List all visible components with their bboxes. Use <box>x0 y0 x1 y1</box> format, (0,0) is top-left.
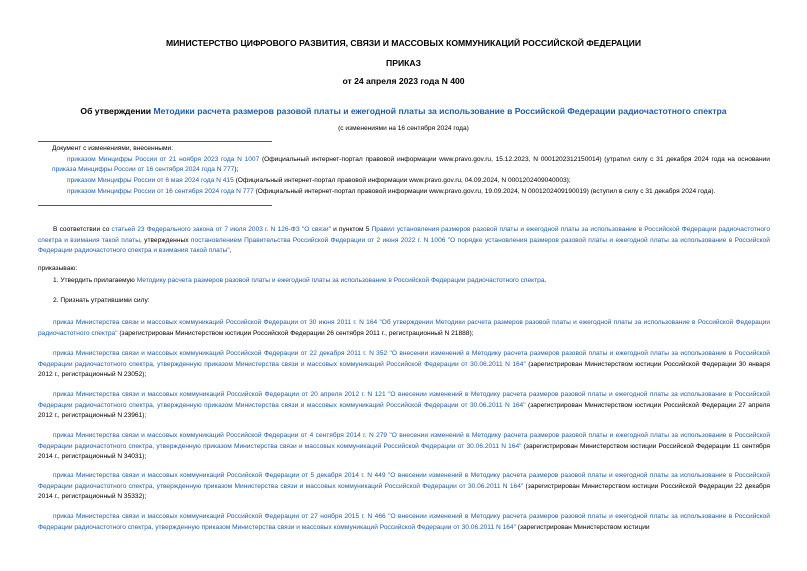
repealed-link[interactable]: приказ Министерства связи и массовых коммуникаций Российской Федерации от 30 июня 2011 г. N 164 "Об утверждении Методики расчета размеров разовой платы и ежегодной платы за использование в Российской Федерации радиочастотного спектра" <box>38 319 770 337</box>
amendment-item <box>52 187 770 198</box>
point-1-text: 1. Утвердить прилагаемую <box>53 277 137 284</box>
basis-paragraph <box>38 225 770 257</box>
repealed-item <box>38 390 770 422</box>
basis-text: , <box>229 247 232 255</box>
basis-text: В соответствии со <box>53 226 112 233</box>
repealed-text: (зарегистрирован Министерством юстиции Российской Федерации 22 декабря 2014 г., регистрационный N 35332); <box>38 482 770 501</box>
repealed-link[interactable]: приказ Министерства связи и массовых коммуникаций Российской Федерации от 4 сентября 2014 г. N 279 "О внесении изменений в Методику расчета размеров разовой платы и ежегодной платы за использование в Российской Федерации радиочастотного спектра, утвержденную приказом Министерства связи и массовых коммуникаций Российской Федерации от 30.06.2011 N 164" <box>38 432 770 450</box>
point-1-text: . <box>544 277 547 284</box>
repealed-item <box>38 349 770 381</box>
amendments-intro: Документ с изменениями, внесенными: <box>52 145 174 152</box>
basis-text: и пунктом 5 <box>330 226 372 233</box>
repealed-item <box>38 318 770 339</box>
repealed-item <box>38 431 770 463</box>
revision-note: (с изменениями на 16 сентября 2024 года) <box>338 125 469 132</box>
basis-link-law[interactable]: статьей 23 Федерального закона от 7 июля 2003 г. N 126-ФЗ "О связи" <box>111 226 331 233</box>
point-1-link[interactable]: Методику расчета размеров разовой платы и ежегодной платы за использование в Российской Федерации радиочастотного спектра <box>136 277 545 284</box>
repealed-text: (зарегистрирован Министерством юстиции Российской Федерации 27 апреля 2012 г., регистрационный N 23961); <box>38 401 770 420</box>
amendment-link[interactable]: приказом Минцифры России от 16 сентября 2024 года N 777 <box>67 187 254 195</box>
repealed-link[interactable]: приказ Министерства связи и массовых коммуникаций Российской Федерации от 22 декабря 2011 г. N 352 "О внесении изменений в Методику расчета размеров разовой платы и ежегодной платы за использование в Российской Федерации радиочастотного спектра, утвержденную приказом Министерства связи и массовых коммуникаций Российской Федерации от 30.06.2011 N 164" <box>38 350 770 368</box>
repealed-link[interactable]: приказ Министерства связи и массовых коммуникаций Российской Федерации от 27 ноября 2015 г. N 466 "О внесении изменений в Методику расчета размеров разовой платы и ежегодной платы за использование в Российской Федерации радиочастотного спектра, утвержденную приказом Министерства связи и массовых коммуникаций Российской Федерации от 30.06.2011 N 164" <box>38 513 770 531</box>
doc-date-number: от 24 апреля 2023 года N 400 <box>342 76 465 86</box>
repealed-text: (зарегистрирован Министерством юстиции Российской Федерации 26 сентября 2011 г., регистрационный N 21888); <box>117 329 474 337</box>
basis-text: , утвержденных <box>139 236 191 244</box>
repealed-text: (зарегистрирован Министерством юстиции <box>515 523 650 531</box>
repealed-item <box>38 471 770 503</box>
point-2: 2. Признать утратившими силу: <box>53 297 150 304</box>
order-word: приказываю: <box>38 265 78 272</box>
amendment-link[interactable]: приказом Минцифры России от 6 мая 2024 года N 415 <box>67 177 234 185</box>
title-prefix: Об утверждении <box>80 106 154 116</box>
ministry-heading: МИНИСТЕРСТВО ЦИФРОВОГО РАЗВИТИЯ, СВЯЗИ И МАССОВЫХ КОММУНИКАЦИЙ РОССИЙСКОЙ ФЕДЕРАЦИИ <box>165 38 642 48</box>
basis-link-resolution[interactable]: постановлением Правительства Российской Федерации от 2 июня 2022 г. N 1006 "О порядке установления размеров разовой платы и ежегодной платы за использование в Российской Федерации радиочастотного спектра и взимания такой платы" <box>38 236 770 255</box>
amendment-item <box>52 176 770 187</box>
amendment-item <box>52 155 770 176</box>
amendment-text: (Официальный интернет-портал правовой информации www.pravo.gov.ru, 19.09.2024, N 0001202409190019) (вступил в силу с 31 декабря 2024 года). <box>253 187 716 195</box>
repealed-text: (зарегистрирован Министерством юстиции Российской Федерации 11 сентября 2014 г., регистрационный N 34031); <box>38 442 770 461</box>
doc-title <box>40 106 767 116</box>
repealed-text: (зарегистрирован Министерством юстиции Российской Федерации 30 января 2012 г., регистрационный N 23052); <box>38 360 770 379</box>
divider-bottom <box>38 205 272 206</box>
basis-link-rules[interactable]: Правил установления размеров разовой платы и ежегодной платы за использование в Российской Федерации радиочастотного спектра и взимания такой платы <box>38 226 770 244</box>
repealed-link[interactable]: приказ Министерства связи и массовых коммуникаций Российской Федерации от 20 апреля 2012 г. N 121 "О внесении изменений в Методику расчета размеров разовой платы и ежегодной платы за использование в Российской Федерации радиочастотного спектра, утвержденную приказом Министерства связи и массовых коммуникаций Российской Федерации от 30.06.2011 N 164" <box>38 391 770 409</box>
amendment-link[interactable]: приказом Минцифры России от 21 ноября 2023 года N 1007 <box>67 155 260 163</box>
amendment-text: (Официальный интернет-портал правовой информации www.pravo.gov.ru, 15.12.2023, N 0001202312150014) (утратил силу с 31 декабря 2024 года на основании <box>259 155 770 163</box>
amendments-block <box>52 144 770 198</box>
divider-top <box>38 141 272 142</box>
point-1 <box>38 276 770 287</box>
amendment-link[interactable]: приказа Минцифры России от 16 сентября 2024 года N 777 <box>52 166 235 174</box>
amendment-text: ); <box>234 166 239 174</box>
repealed-link[interactable]: приказ Министерства связи и массовых коммуникаций Российской Федерации от 5 декабря 2014 г. N 449 "О внесении изменений в Методику расчета размеров разовой платы и ежегодной платы за использование в Российской Федерации радиочастотного спектра, утвержденную приказом Министерства связи и массовых коммуникаций Российской Федерации от 30.06.2011 N 164" <box>38 472 770 490</box>
title-link[interactable]: Методики расчета размеров разовой платы и ежегодной платы за использование в Российской Федерации радиочастотного спектра <box>153 106 727 116</box>
amendment-text: (Официальный интернет-портал правовой информации www.pravo.gov.ru, 04.09.2024, N 0001202409040003); <box>233 177 571 185</box>
repealed-item <box>38 512 770 533</box>
doc-type: ПРИКАЗ <box>386 58 421 68</box>
